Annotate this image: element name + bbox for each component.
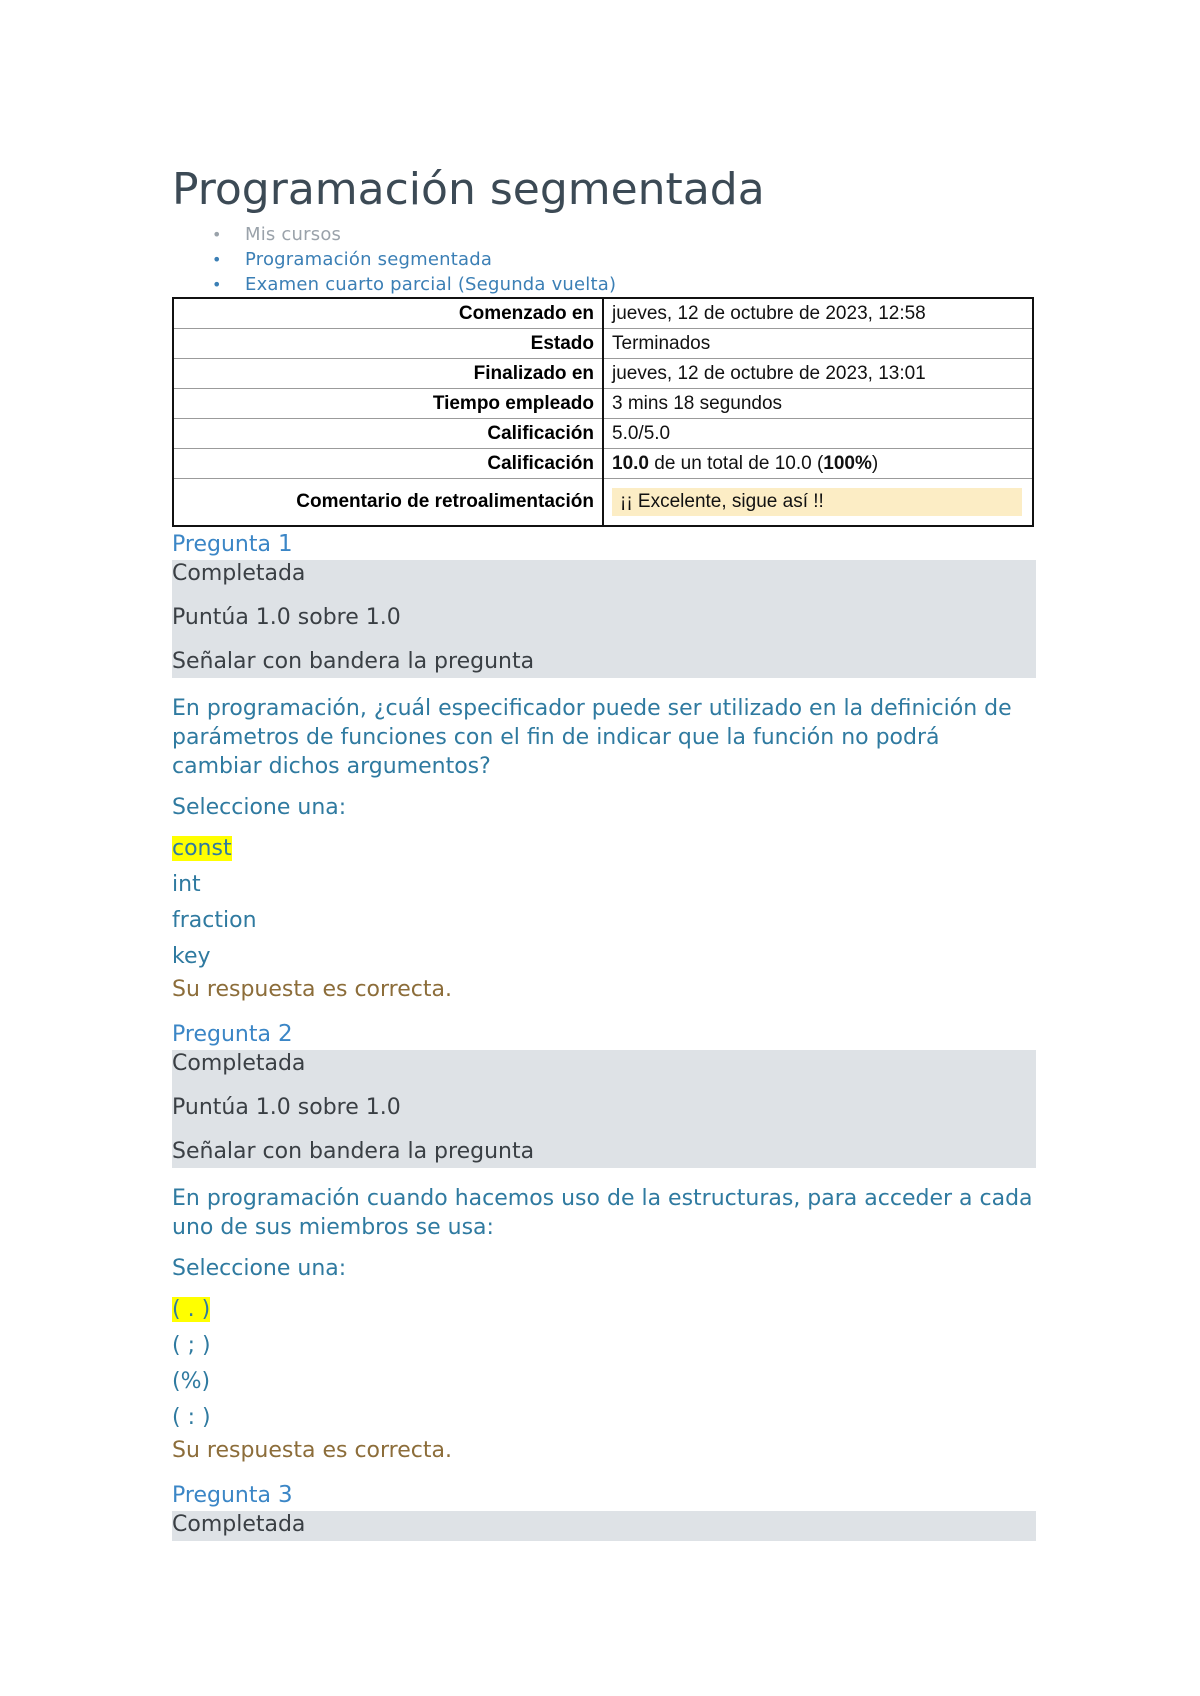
question-info xyxy=(172,560,1036,678)
breadcrumb-item-course[interactable]: • Programación segmentada xyxy=(212,247,1036,272)
summary-value xyxy=(603,449,1033,479)
summary-row-state xyxy=(173,329,1033,359)
question-heading xyxy=(172,1480,1036,1511)
answer-option-selected: ( . ) xyxy=(172,1297,211,1322)
question-info xyxy=(172,1050,1036,1168)
summary-value: 3 mins 18 segundos xyxy=(603,389,1033,419)
question-number: 3 xyxy=(277,1482,293,1508)
summary-key: Finalizado en xyxy=(173,359,603,389)
flag-question-link[interactable]: Señalar con bandera la pregunta xyxy=(172,1139,535,1164)
question-text: En programación, ¿cuál especificador puede ser utilizado en la definición de parámetros de funciones con el fin de indicar que la función no podrá cambiar dichos argumentos? xyxy=(172,696,1012,779)
summary-row-finished xyxy=(173,359,1033,389)
question-score: Puntúa 1.0 sobre 1.0 xyxy=(172,605,401,630)
grade-end: ) xyxy=(871,452,879,474)
summary-value: jueves, 12 de octubre de 2023, 13:01 xyxy=(603,359,1033,389)
answer-options xyxy=(172,831,1036,975)
breadcrumb xyxy=(172,222,1036,297)
answer-option[interactable]: ( : ) xyxy=(172,1405,211,1430)
breadcrumb-item-mis-cursos[interactable]: • Mis cursos xyxy=(212,222,1036,247)
answer-option[interactable]: (%) xyxy=(172,1369,211,1394)
grade-mid: de un total de 10.0 ( xyxy=(648,452,824,474)
summary-value xyxy=(603,479,1033,527)
summary-value: Terminados xyxy=(603,329,1033,359)
question-label: Pregunta xyxy=(172,1483,271,1508)
question-heading xyxy=(172,1019,1036,1050)
grade-value: 10.0 xyxy=(612,452,649,474)
page xyxy=(172,160,1036,1541)
summary-row-marks xyxy=(173,419,1033,449)
answer-option[interactable]: key xyxy=(172,944,211,969)
answer-feedback: Su respuesta es correcta. xyxy=(172,977,452,1002)
question-number: 2 xyxy=(277,1021,293,1047)
summary-value: 5.0/5.0 xyxy=(603,419,1033,449)
question-state: Completada xyxy=(172,1512,306,1537)
answer-feedback: Su respuesta es correcta. xyxy=(172,1438,452,1463)
summary-value: jueves, 12 de octubre de 2023, 12:58 xyxy=(603,298,1033,329)
question-text: En programación cuando hacemos uso de la estructuras, para acceder a cada uno de sus miembros se usa: xyxy=(172,1186,1033,1240)
answer-option[interactable]: fraction xyxy=(172,908,257,933)
select-one-label: Seleccione una: xyxy=(172,795,347,820)
answer-option[interactable]: ( ; ) xyxy=(172,1333,211,1358)
flag-question-link[interactable]: Señalar con bandera la pregunta xyxy=(172,649,535,674)
grade-percent: 100% xyxy=(823,452,872,474)
question-label: Pregunta xyxy=(172,1022,271,1047)
summary-row-time xyxy=(173,389,1033,419)
answer-option[interactable] xyxy=(172,1292,1036,1328)
answer-option-selected: const xyxy=(172,836,232,861)
question-state: Completada xyxy=(172,561,306,586)
summary-key: Comenzado en xyxy=(173,298,603,329)
summary-key: Estado xyxy=(173,329,603,359)
select-one-label: Seleccione una: xyxy=(172,1256,347,1281)
summary-row-feedback xyxy=(173,479,1033,527)
attempt-summary-table xyxy=(172,297,1034,527)
question-label: Pregunta xyxy=(172,532,271,557)
question-info xyxy=(172,1511,1036,1541)
question-state: Completada xyxy=(172,1051,306,1076)
question-score: Puntúa 1.0 sobre 1.0 xyxy=(172,1095,401,1120)
answer-options xyxy=(172,1292,1036,1436)
page-title: Programación segmentada xyxy=(172,164,765,215)
question-number: 1 xyxy=(277,531,293,557)
summary-row-grade xyxy=(173,449,1033,479)
breadcrumb-item-exam[interactable]: • Examen cuarto parcial (Segunda vuelta) xyxy=(212,272,1036,297)
question-heading xyxy=(172,529,1036,560)
answer-option[interactable]: int xyxy=(172,872,201,897)
summary-key: Calificación xyxy=(173,449,603,479)
summary-key: Comentario de retroalimentación xyxy=(173,479,603,527)
summary-row-started xyxy=(173,298,1033,329)
answer-option[interactable] xyxy=(172,831,1036,867)
summary-key: Calificación xyxy=(173,419,603,449)
overall-feedback: ¡¡ Excelente, sigue así !! xyxy=(612,488,1022,516)
summary-key: Tiempo empleado xyxy=(173,389,603,419)
